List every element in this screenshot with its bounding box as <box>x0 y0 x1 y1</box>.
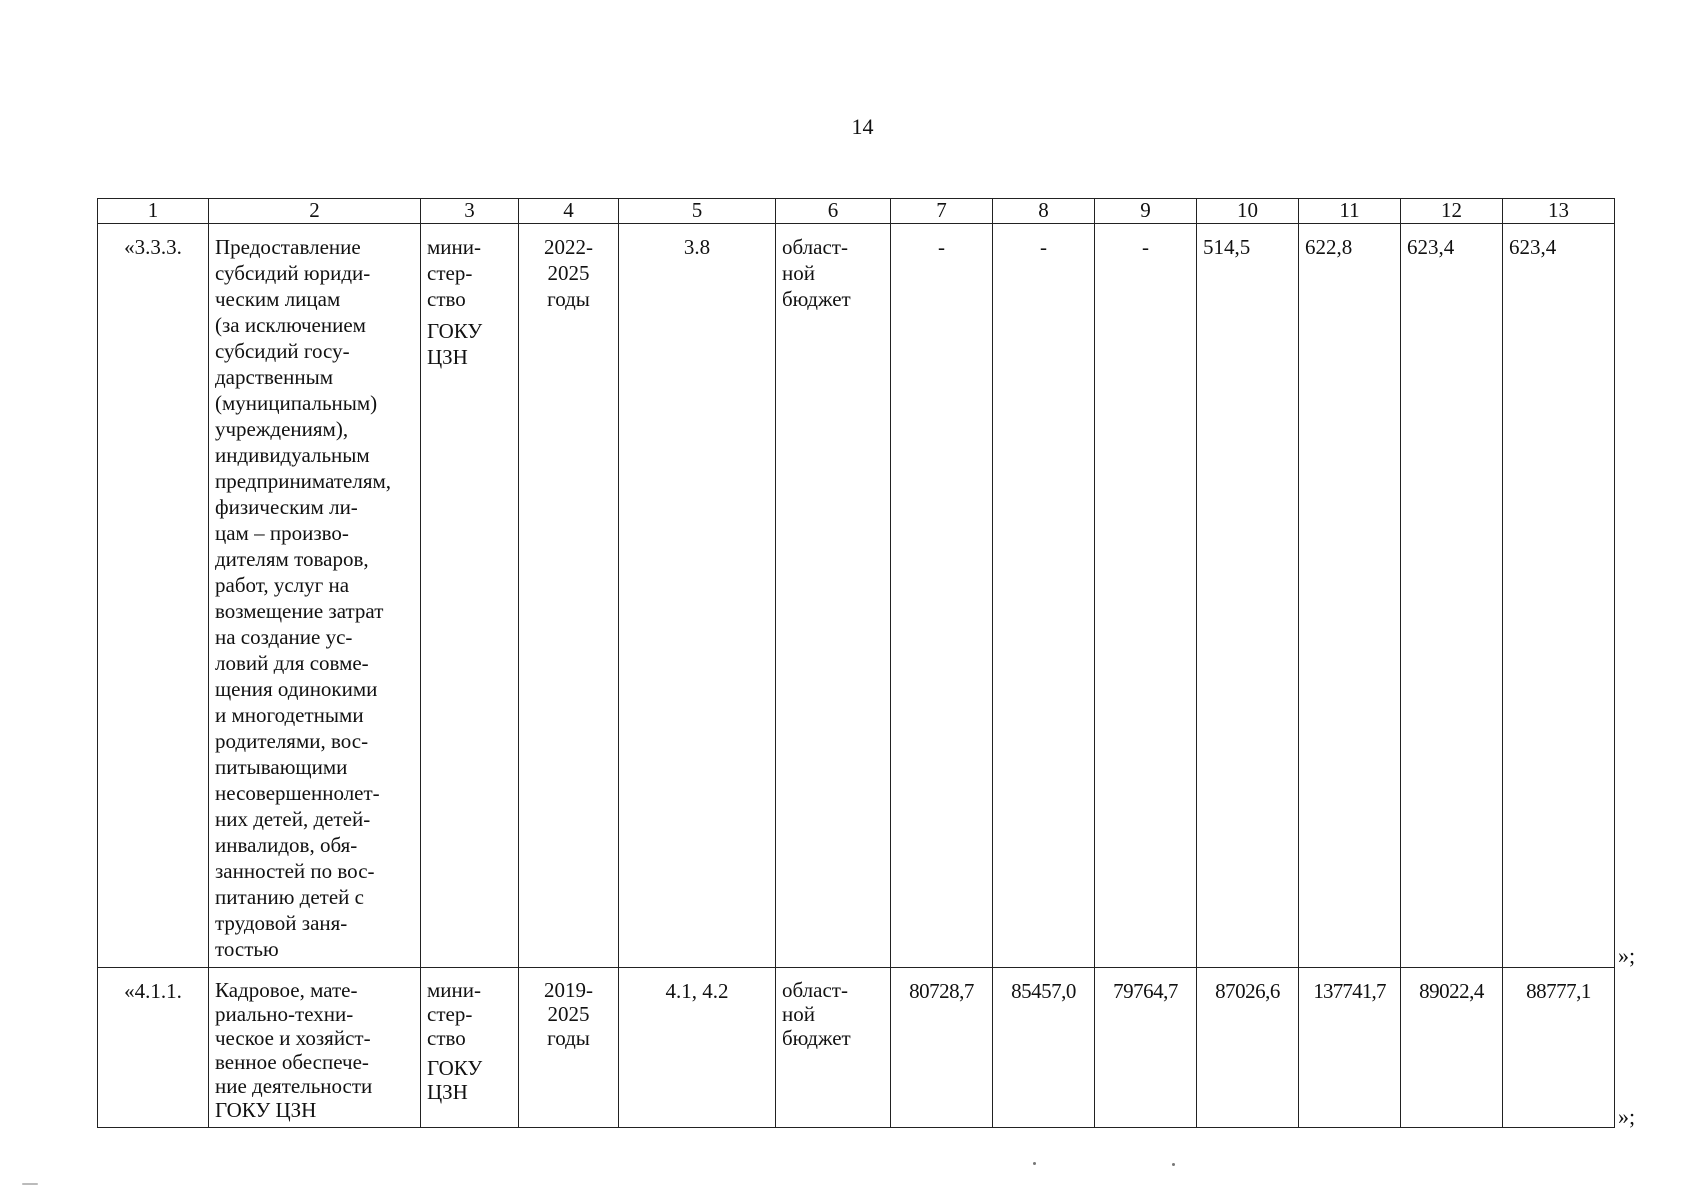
scan-speck <box>1033 1162 1036 1165</box>
row-value: - <box>1095 224 1197 968</box>
column-number: 4 <box>519 199 619 224</box>
row-value: - <box>891 224 993 968</box>
row-executor <box>421 968 519 1128</box>
column-number: 11 <box>1299 199 1401 224</box>
row-code: «3.3.3. <box>98 224 209 968</box>
row-value: 623,4 <box>1401 224 1503 968</box>
row-value: 79764,7 <box>1095 968 1197 1128</box>
row-name: Кадровое, мате- риально-техни- ческое и хозяйст- венное обеспече- ние деятельности ГОКУ ЦЗН <box>209 968 421 1128</box>
column-number: 1 <box>98 199 209 224</box>
row-value: 514,5 <box>1197 224 1299 968</box>
table-row <box>98 968 1615 1128</box>
row-value: 85457,0 <box>993 968 1095 1128</box>
row-indicators: 3.8 <box>619 224 776 968</box>
page-number: 14 <box>851 114 874 139</box>
row-period: 2022- 2025 годы <box>519 224 619 968</box>
budget-table <box>97 198 1615 1128</box>
row-executor <box>421 224 519 968</box>
column-number: 5 <box>619 199 776 224</box>
column-number: 12 <box>1401 199 1503 224</box>
row-indicators: 4.1, 4.2 <box>619 968 776 1128</box>
row-value: 87026,6 <box>1197 968 1299 1128</box>
row-value: 137741,7 <box>1299 968 1401 1128</box>
row-value: - <box>993 224 1095 968</box>
row-source: област- ной бюджет <box>776 968 891 1128</box>
column-number: 2 <box>209 199 421 224</box>
executor-ministry: мини- стер- ство <box>427 978 481 1050</box>
closing-quote: »; <box>1618 1104 1636 1129</box>
closing-quote: »; <box>1618 943 1636 968</box>
column-number-row <box>98 199 1615 224</box>
row-value: 622,8 <box>1299 224 1401 968</box>
column-number: 3 <box>421 199 519 224</box>
executor-org: ГОКУ ЦЗН <box>427 319 483 369</box>
column-number: 13 <box>1503 199 1615 224</box>
executor-ministry: мини- стер- ство <box>427 235 481 311</box>
row-period: 2019- 2025 годы <box>519 968 619 1128</box>
row-value: 80728,7 <box>891 968 993 1128</box>
scan-speck <box>22 1183 38 1185</box>
column-number: 10 <box>1197 199 1299 224</box>
row-value: 88777,1 <box>1503 968 1615 1128</box>
column-number: 7 <box>891 199 993 224</box>
column-number: 6 <box>776 199 891 224</box>
scan-speck <box>1172 1163 1175 1166</box>
row-source: област- ной бюджет <box>776 224 891 968</box>
row-name: Предоставление субсидий юриди- ческим лицам (за исключением субсидий госу- дарственным (муниципальным) учреждениям), индивидуальным предпринимателям, физическим ли- цам – произво- дителям товаров, работ, услуг на возмещение затрат на создание ус- ловий для совме- щения одинокими и многодетными родителями, вос- питывающими несовершеннолет- них детей, детей- инвалидов, обя- занностей по вос- питанию детей с трудовой заня- тостью <box>209 224 421 968</box>
column-number: 9 <box>1095 199 1197 224</box>
row-value: 89022,4 <box>1401 968 1503 1128</box>
column-number: 8 <box>993 199 1095 224</box>
row-value: 623,4 <box>1503 224 1615 968</box>
table-row <box>98 224 1615 968</box>
executor-org: ГОКУ ЦЗН <box>427 1056 483 1104</box>
row-code: «4.1.1. <box>98 968 209 1128</box>
